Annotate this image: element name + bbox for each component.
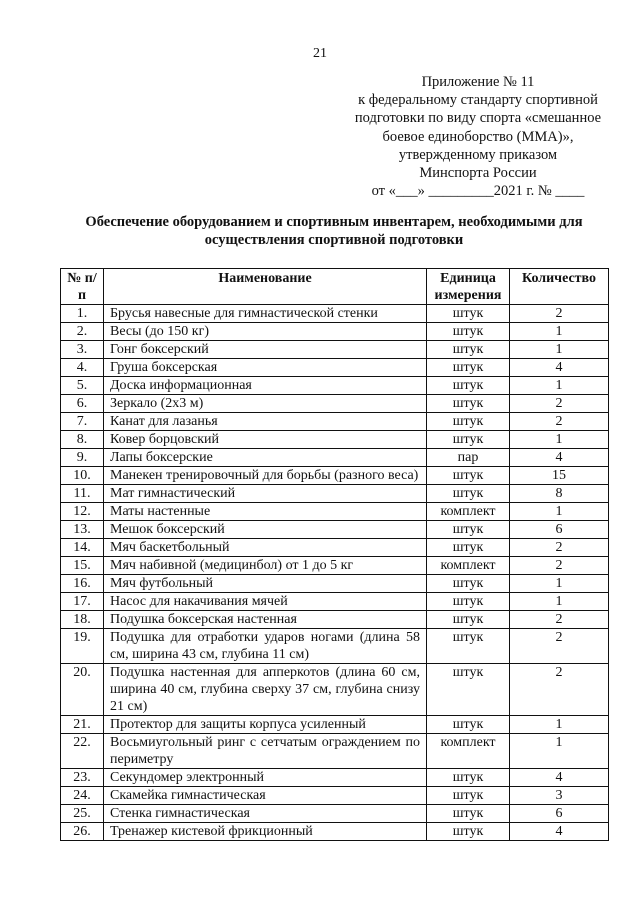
row-number: 10.: [61, 467, 104, 485]
row-number: 2.: [61, 323, 104, 341]
appendix-line: подготовки по виду спорта «смешанное: [354, 110, 602, 127]
header-qty: Количество: [510, 269, 609, 305]
item-name: Скамейка гимнастическая: [104, 787, 427, 805]
row-number: 22.: [61, 734, 104, 769]
item-unit: штук: [427, 539, 510, 557]
item-quantity: 4: [510, 769, 609, 787]
item-name: Секундомер электронный: [104, 769, 427, 787]
row-number: 4.: [61, 359, 104, 377]
item-quantity: 3: [510, 787, 609, 805]
item-name: Подушка боксерская настенная: [104, 611, 427, 629]
item-name: Мат гимнастический: [104, 485, 427, 503]
item-quantity: 4: [510, 359, 609, 377]
item-unit: штук: [427, 413, 510, 431]
item-name: Лапы боксерские: [104, 449, 427, 467]
row-number: 9.: [61, 449, 104, 467]
table-row: [61, 769, 609, 787]
item-unit: штук: [427, 305, 510, 323]
item-unit: комплект: [427, 557, 510, 575]
document-title: Обеспечение оборудованием и спортивным инвентарем, необходимыми для осуществления спортивной подготовки: [85, 214, 583, 248]
item-name: Канат для лазанья: [104, 413, 427, 431]
item-unit: штук: [427, 611, 510, 629]
item-unit: штук: [427, 716, 510, 734]
row-number: 17.: [61, 593, 104, 611]
item-quantity: 1: [510, 716, 609, 734]
row-number: 16.: [61, 575, 104, 593]
item-unit: штук: [427, 323, 510, 341]
header-unit: Единица измерения: [427, 269, 510, 305]
item-name: Ковер борцовский: [104, 431, 427, 449]
item-quantity: 6: [510, 521, 609, 539]
item-quantity: 15: [510, 467, 609, 485]
row-number: 14.: [61, 539, 104, 557]
item-name: Подушка настенная для апперкотов (длина 60 см, ширина 40 см, глубина сверху 37 см, глубина снизу 21 см): [104, 664, 427, 716]
item-quantity: 2: [510, 395, 609, 413]
item-quantity: 2: [510, 664, 609, 716]
item-name: Мяч набивной (медицинбол) от 1 до 5 кг: [104, 557, 427, 575]
table-row: [61, 341, 609, 359]
table-row: [61, 467, 609, 485]
item-unit: штук: [427, 395, 510, 413]
row-number: 8.: [61, 431, 104, 449]
table-row: [61, 629, 609, 664]
item-unit: штук: [427, 823, 510, 841]
item-name: Мешок боксерский: [104, 521, 427, 539]
row-number: 13.: [61, 521, 104, 539]
item-unit: штук: [427, 467, 510, 485]
table-row: [61, 503, 609, 521]
item-quantity: 4: [510, 449, 609, 467]
item-name: Груша боксерская: [104, 359, 427, 377]
table-row: [61, 805, 609, 823]
item-name: Брусья навесные для гимнастической стенки: [104, 305, 427, 323]
item-name: Маты настенные: [104, 503, 427, 521]
item-quantity: 8: [510, 485, 609, 503]
item-name: Насос для накачивания мячей: [104, 593, 427, 611]
appendix-line: от «___» _________2021 г. № ____: [371, 183, 585, 200]
table-row: [61, 359, 609, 377]
table-row: [61, 593, 609, 611]
table-row: [61, 305, 609, 323]
item-quantity: 1: [510, 734, 609, 769]
item-unit: штук: [427, 629, 510, 664]
row-number: 18.: [61, 611, 104, 629]
item-unit: штук: [427, 485, 510, 503]
item-unit: комплект: [427, 734, 510, 769]
table-row: [61, 377, 609, 395]
table-row: [61, 539, 609, 557]
row-number: 21.: [61, 716, 104, 734]
row-number: 6.: [61, 395, 104, 413]
header-num: № п/п: [61, 269, 104, 305]
table-row: [61, 395, 609, 413]
item-name: Зеркало (2х3 м): [104, 395, 427, 413]
table-row: [61, 575, 609, 593]
header-name: Наименование: [104, 269, 427, 305]
row-number: 3.: [61, 341, 104, 359]
table-row: [61, 431, 609, 449]
item-unit: штук: [427, 341, 510, 359]
item-name: Восьмиугольный ринг с сетчатым ограждением по периметру: [104, 734, 427, 769]
table-row: [61, 734, 609, 769]
item-unit: штук: [427, 359, 510, 377]
row-number: 26.: [61, 823, 104, 841]
item-name: Манекен тренировочный для борьбы (разного веса): [104, 467, 427, 485]
row-number: 19.: [61, 629, 104, 664]
item-unit: штук: [427, 664, 510, 716]
appendix-line: к федеральному стандарту спортивной: [358, 92, 598, 109]
page-number: 21: [313, 46, 327, 61]
table-row: [61, 413, 609, 431]
item-unit: штук: [427, 787, 510, 805]
table-row: [61, 664, 609, 716]
appendix-header: [332, 73, 624, 200]
appendix-line: Минспорта России: [419, 165, 537, 182]
row-number: 15.: [61, 557, 104, 575]
item-unit: штук: [427, 769, 510, 787]
table-row: [61, 611, 609, 629]
item-quantity: 2: [510, 539, 609, 557]
table-body: [61, 305, 609, 841]
item-quantity: 1: [510, 323, 609, 341]
item-quantity: 1: [510, 503, 609, 521]
row-number: 1.: [61, 305, 104, 323]
item-name: Протектор для защиты корпуса усиленный: [104, 716, 427, 734]
item-name: Мяч футбольный: [104, 575, 427, 593]
row-number: 11.: [61, 485, 104, 503]
table-row: [61, 521, 609, 539]
item-unit: комплект: [427, 503, 510, 521]
item-name: Тренажер кистевой фрикционный: [104, 823, 427, 841]
row-number: 12.: [61, 503, 104, 521]
item-quantity: 2: [510, 557, 609, 575]
item-quantity: 1: [510, 593, 609, 611]
item-quantity: 1: [510, 431, 609, 449]
item-unit: пар: [427, 449, 510, 467]
appendix-line: утвержденному приказом: [398, 146, 558, 163]
table-header-row: [61, 269, 609, 305]
item-unit: штук: [427, 431, 510, 449]
appendix-line: боевое единоборство (ММА)»,: [382, 128, 574, 145]
row-number: 23.: [61, 769, 104, 787]
item-quantity: 6: [510, 805, 609, 823]
equipment-table: [60, 268, 609, 841]
item-quantity: 1: [510, 341, 609, 359]
table-row: [61, 823, 609, 841]
item-unit: штук: [427, 521, 510, 539]
item-quantity: 2: [510, 413, 609, 431]
item-unit: штук: [427, 575, 510, 593]
item-name: Мяч баскетбольный: [104, 539, 427, 557]
item-unit: штук: [427, 805, 510, 823]
table-row: [61, 716, 609, 734]
row-number: 7.: [61, 413, 104, 431]
row-number: 25.: [61, 805, 104, 823]
item-name: Стенка гимнастическая: [104, 805, 427, 823]
row-number: 5.: [61, 377, 104, 395]
item-unit: штук: [427, 377, 510, 395]
appendix-line: Приложение № 11: [421, 74, 535, 90]
item-name: Гонг боксерский: [104, 341, 427, 359]
item-quantity: 4: [510, 823, 609, 841]
item-name: Весы (до 150 кг): [104, 323, 427, 341]
item-quantity: 1: [510, 377, 609, 395]
item-quantity: 2: [510, 305, 609, 323]
item-name: Подушка для отработки ударов ногами (длина 58 см, ширина 43 см, глубина 11 см): [104, 629, 427, 664]
table-row: [61, 449, 609, 467]
row-number: 24.: [61, 787, 104, 805]
item-unit: штук: [427, 593, 510, 611]
item-quantity: 1: [510, 575, 609, 593]
item-quantity: 2: [510, 611, 609, 629]
table-row: [61, 787, 609, 805]
table-row: [61, 557, 609, 575]
row-number: 20.: [61, 664, 104, 716]
item-quantity: 2: [510, 629, 609, 664]
table-row: [61, 323, 609, 341]
item-name: Доска информационная: [104, 377, 427, 395]
table-row: [61, 485, 609, 503]
